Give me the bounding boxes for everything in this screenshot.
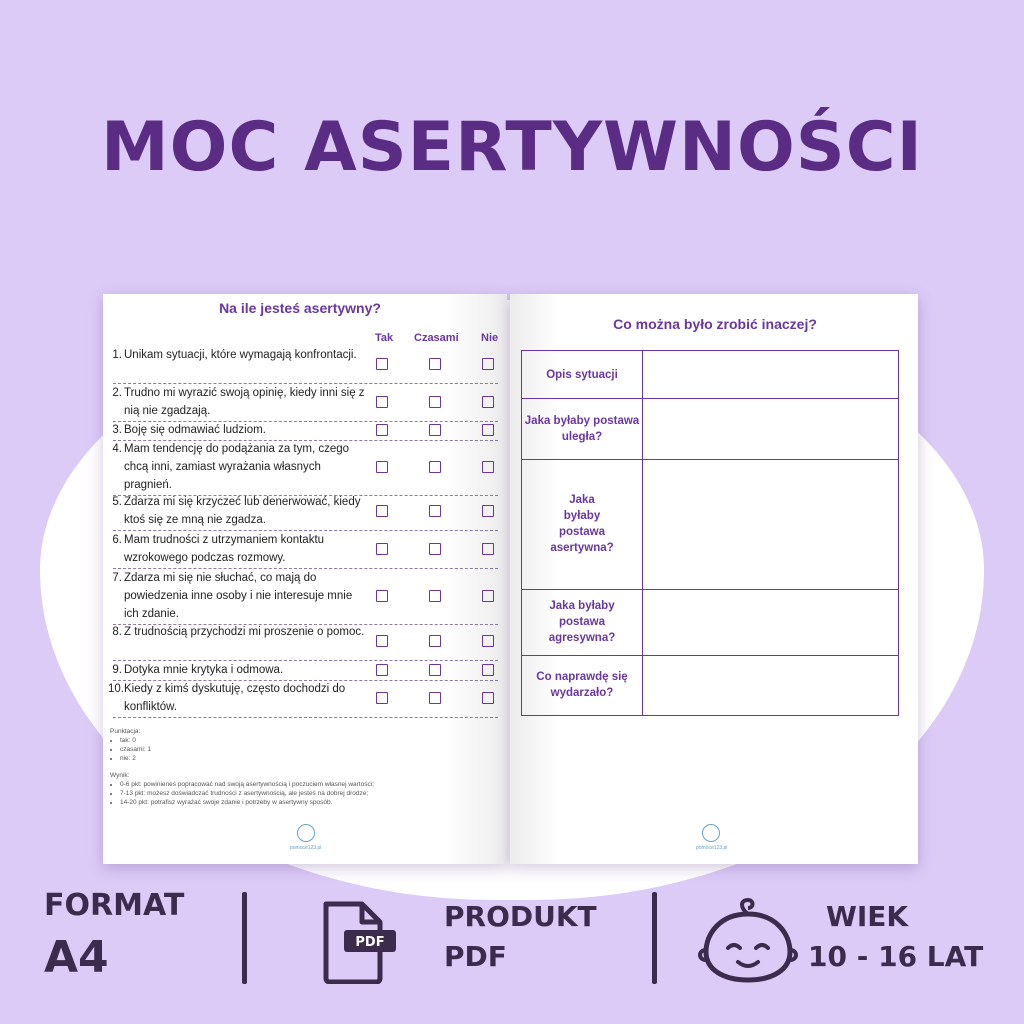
question-number: 10. (108, 683, 124, 695)
checkbox-tak[interactable] (376, 664, 388, 676)
separator (242, 892, 247, 984)
checkbox-tak[interactable] (376, 505, 388, 517)
table-row-label: Jaka byłaby postawa asertywna? (550, 494, 614, 554)
age-value: 10 - 16 LAT (808, 940, 984, 973)
checkbox-czasami[interactable] (429, 358, 441, 370)
result-label: Wynik: (110, 772, 130, 779)
result-item: • 7-13 pkt: możesz doświadczać trudności z asertywnością, ale jesteś na dobrej drodze; (120, 789, 490, 798)
question-text: Kiedy z kimś dyskutuję, często dochodzi do konfliktów. (124, 683, 346, 713)
question-text: Zdarza mi się krzyczeć lub denerwować, kiedy ktoś się ze mną nie zgadza. (124, 496, 361, 526)
checkbox-nie[interactable] (482, 635, 494, 647)
checkbox-czasami[interactable] (429, 692, 441, 704)
column-header-nie: Nie (481, 332, 499, 344)
reflection-table (521, 350, 899, 716)
checkbox-czasami[interactable] (429, 424, 441, 436)
checkbox-czasami[interactable] (429, 635, 441, 647)
scoring-section (110, 727, 151, 763)
scoring-item: • czasami: 1 (120, 745, 151, 754)
question-number: 2. (112, 387, 122, 399)
column-header-czasami: Czasami (414, 332, 459, 344)
checkbox-tak[interactable] (376, 396, 388, 408)
scoring-item: • nie: 2 (120, 754, 151, 763)
question-row (108, 346, 368, 364)
question-number: 4. (112, 443, 122, 455)
product-value: PDF (444, 940, 507, 973)
main-title: MOC ASERTYWNOŚCI (101, 108, 923, 187)
separator (652, 892, 657, 984)
checkbox-czasami[interactable] (429, 505, 441, 517)
pdf-file-icon (318, 900, 408, 984)
question-text: Z trudnością przychodzi mi proszenie o pomoc. (124, 626, 365, 638)
question-row (108, 493, 368, 529)
checkbox-nie[interactable] (482, 543, 494, 555)
question-number: 6. (112, 534, 122, 546)
question-text: Dotyka mnie krytyka i odmowa. (124, 664, 284, 676)
checkbox-czasami[interactable] (429, 543, 441, 555)
table-row-label: Co naprawdę się wydarzało? (536, 671, 628, 699)
logo-text: pomoce123.pl (696, 845, 728, 851)
question-number: 3. (112, 424, 122, 436)
question-text: Zdarza mi się nie słuchać, co mają do powiedzenia inne osoby i nie interesuje mnie ich zdanie. (124, 572, 353, 620)
question-text: Unikam sytuacji, które wymagają konfrontacji. (124, 349, 357, 361)
result-section (110, 771, 490, 807)
question-number: 1. (112, 349, 122, 361)
scoring-label: Punktacja: (110, 728, 141, 735)
question-number: 9. (112, 664, 122, 676)
checkbox-tak[interactable] (376, 692, 388, 704)
question-row (108, 421, 368, 439)
question-row (108, 384, 368, 420)
format-label: FORMAT (44, 888, 185, 923)
checkbox-tak[interactable] (376, 635, 388, 647)
checkbox-czasami[interactable] (429, 590, 441, 602)
checkbox-nie[interactable] (482, 590, 494, 602)
question-row (108, 623, 368, 641)
checkbox-czasami[interactable] (429, 664, 441, 676)
question-row (108, 531, 368, 567)
checkbox-nie[interactable] (482, 505, 494, 517)
result-item: • 14-20 pkt: potrafisz wyrażać swoje zdanie i potrzeby w asertywny sposób. (120, 798, 490, 807)
product-label: PRODUKT (444, 900, 597, 933)
checkbox-nie[interactable] (482, 424, 494, 436)
question-row (108, 680, 368, 716)
checkbox-czasami[interactable] (429, 396, 441, 408)
checkbox-tak[interactable] (376, 358, 388, 370)
checkbox-tak[interactable] (376, 461, 388, 473)
checkbox-nie[interactable] (482, 664, 494, 676)
baby-face-icon (694, 894, 802, 984)
question-number: 5. (112, 496, 122, 508)
question-number: 7. (112, 572, 122, 584)
table-column-divider (642, 351, 643, 715)
logo-text: pomoce123.pl (290, 845, 322, 851)
checkbox-tak[interactable] (376, 590, 388, 602)
question-text: Boję się odmawiać ludziom. (124, 424, 266, 436)
checkbox-nie[interactable] (482, 358, 494, 370)
logo-icon (702, 824, 720, 842)
row-divider (113, 717, 498, 718)
question-text: Mam tendencję do podążania za tym, czego chcą inni, zamiast wyrażania własnych pragnień. (124, 443, 350, 491)
column-header-tak: Tak (375, 332, 394, 344)
table-row-label: Opis sytuacji (546, 368, 618, 381)
left-page-title: Na ile jesteś asertywny? (219, 300, 381, 316)
pdf-icon-label: PDF (355, 935, 385, 950)
checkbox-tak[interactable] (376, 543, 388, 555)
question-row (108, 440, 368, 494)
question-row (108, 569, 368, 623)
question-text: Trudno mi wyrazić swoją opinię, kiedy inni się z nią nie zgadzają. (124, 387, 365, 417)
checkbox-nie[interactable] (482, 461, 494, 473)
checkbox-czasami[interactable] (429, 461, 441, 473)
result-item: • 0-6 pkt: powinieneś popracować nad swoją asertywnością i poczuciem własnej wartości; (120, 780, 490, 789)
checkbox-nie[interactable] (482, 692, 494, 704)
logo-icon (297, 824, 315, 842)
format-value: A4 (44, 932, 109, 983)
scoring-item: • tak: 0 (120, 736, 151, 745)
question-text: Mam trudności z utrzymaniem kontaktu wzrokowego podczas rozmowy. (124, 534, 325, 564)
age-label: WIEK (826, 900, 909, 933)
table-row-label: Jaka byłaby postawa uległa? (524, 414, 640, 443)
checkbox-tak[interactable] (376, 424, 388, 436)
question-number: 8. (112, 626, 122, 638)
checkbox-nie[interactable] (482, 396, 494, 408)
question-row (108, 661, 368, 679)
right-page-title: Co można było zrobić inaczej? (613, 316, 817, 332)
table-row-label: Jaka byłaby postawa agresywna? (548, 600, 616, 644)
